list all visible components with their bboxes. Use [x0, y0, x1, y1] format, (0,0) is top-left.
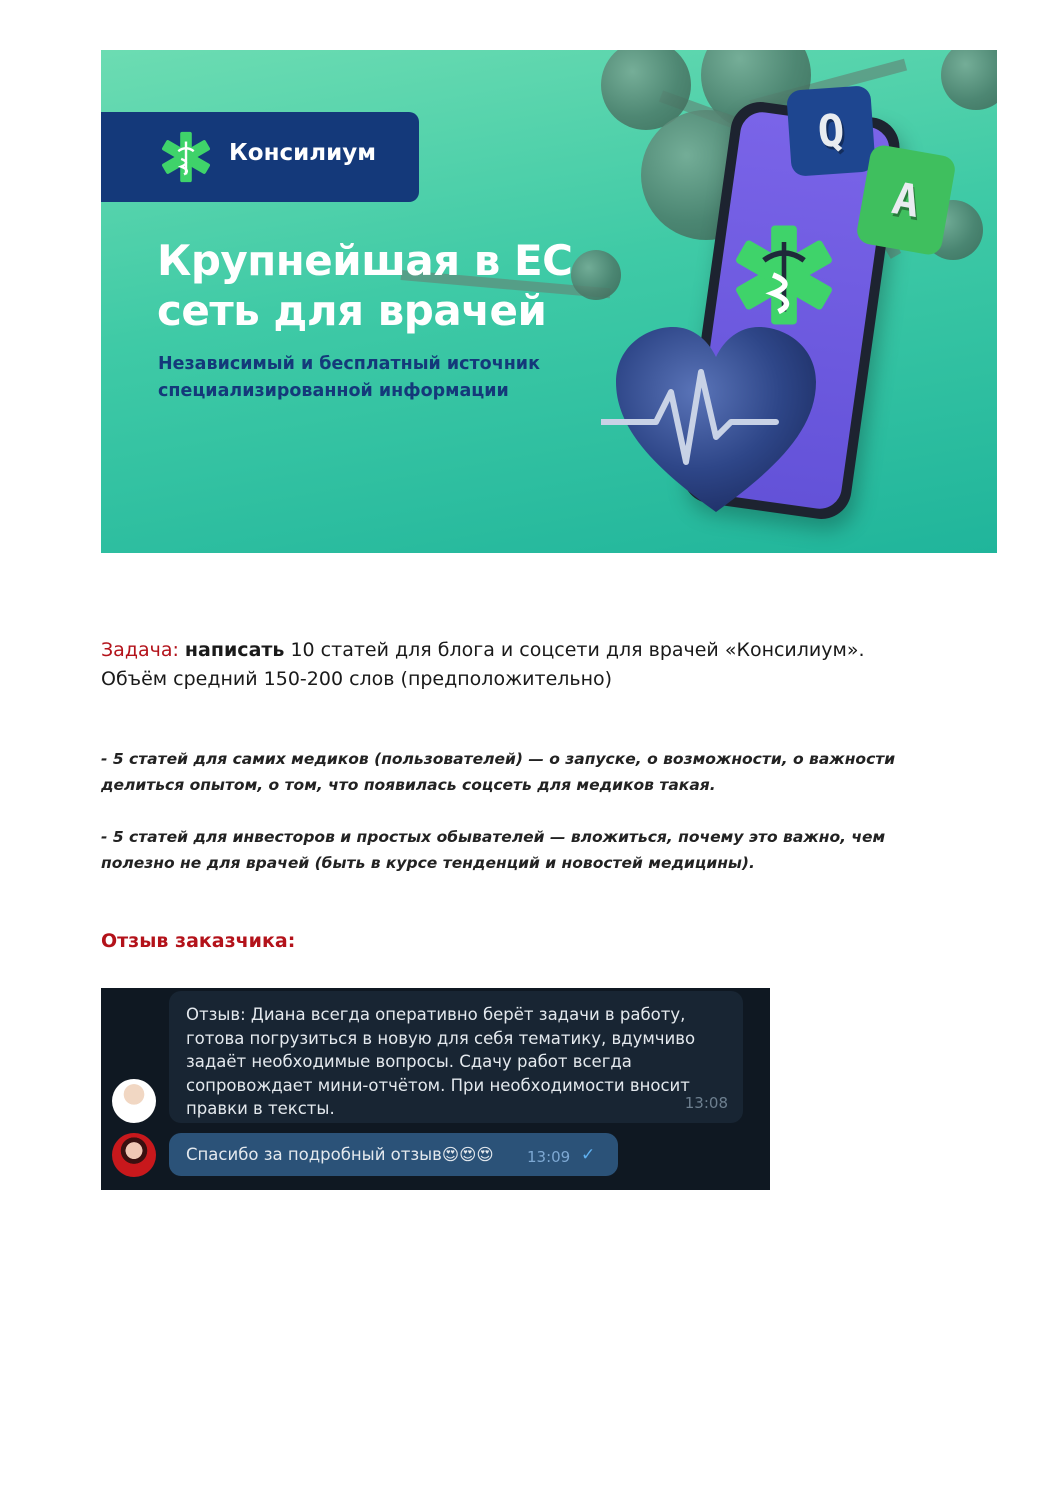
task-description [101, 636, 941, 694]
subline-line: специализированной информации [158, 381, 509, 401]
molecule-sphere [941, 50, 997, 110]
headline-line: сеть для врачей [157, 286, 547, 335]
banner-subline [158, 351, 598, 405]
chat-message [169, 991, 743, 1123]
message-time: 13:09 [527, 1148, 571, 1166]
bullet-item: - 5 статей для самих медиков (пользователей) — о запуске, о возможности, о важности делиться опытом, о том, что появилась соцсеть для медиков такая. [101, 750, 896, 794]
review-heading: Отзыв заказчика: [101, 930, 296, 952]
logo-plate [101, 112, 419, 202]
task-volume: Объём средний 150-200 слов (предположительно) [101, 668, 613, 690]
konsilium-banner [101, 50, 997, 553]
sent-check-icon: ✓ [581, 1145, 596, 1165]
heart-pulse-icon [601, 312, 831, 522]
answer-bubble-icon: A [855, 143, 957, 256]
banner-headline [157, 236, 677, 336]
star-of-life-logo-icon [157, 128, 215, 186]
avatar [112, 1133, 156, 1177]
message-time: 13:08 [684, 1093, 728, 1112]
subline-line: Независимый и бесплатный источник [158, 354, 540, 374]
avatar [112, 1079, 156, 1123]
message-text: Отзыв: Диана всегда оперативно берёт задачи в работу, готова погрузиться в новую для себя тематику, вдумчиво задаёт необходимые вопросы. Сдачу работ всегда сопровождает мини-отчётом. При необходимости вносит правки в тексты. [186, 1005, 696, 1118]
question-bubble-icon: Q [786, 85, 876, 177]
chat-screenshot [101, 988, 770, 1190]
task-verb: написать [184, 639, 285, 661]
logo-text: Консилиум [229, 140, 376, 166]
message-text: Спасибо за подробный отзыв😍😍😍 [186, 1145, 494, 1164]
task-text: 10 статей для блога и соцсети для врачей «Консилиум». [290, 639, 865, 661]
chat-message [169, 1133, 618, 1176]
bullet-item: - 5 статей для инвесторов и простых обывателей — вложиться, почему это важно, чем полезно не для врачей (быть в курсе тенденций и новостей медицины). [101, 828, 886, 872]
headline-line: Крупнейшая в ЕС [157, 236, 573, 285]
task-label: Задача: [101, 639, 179, 661]
